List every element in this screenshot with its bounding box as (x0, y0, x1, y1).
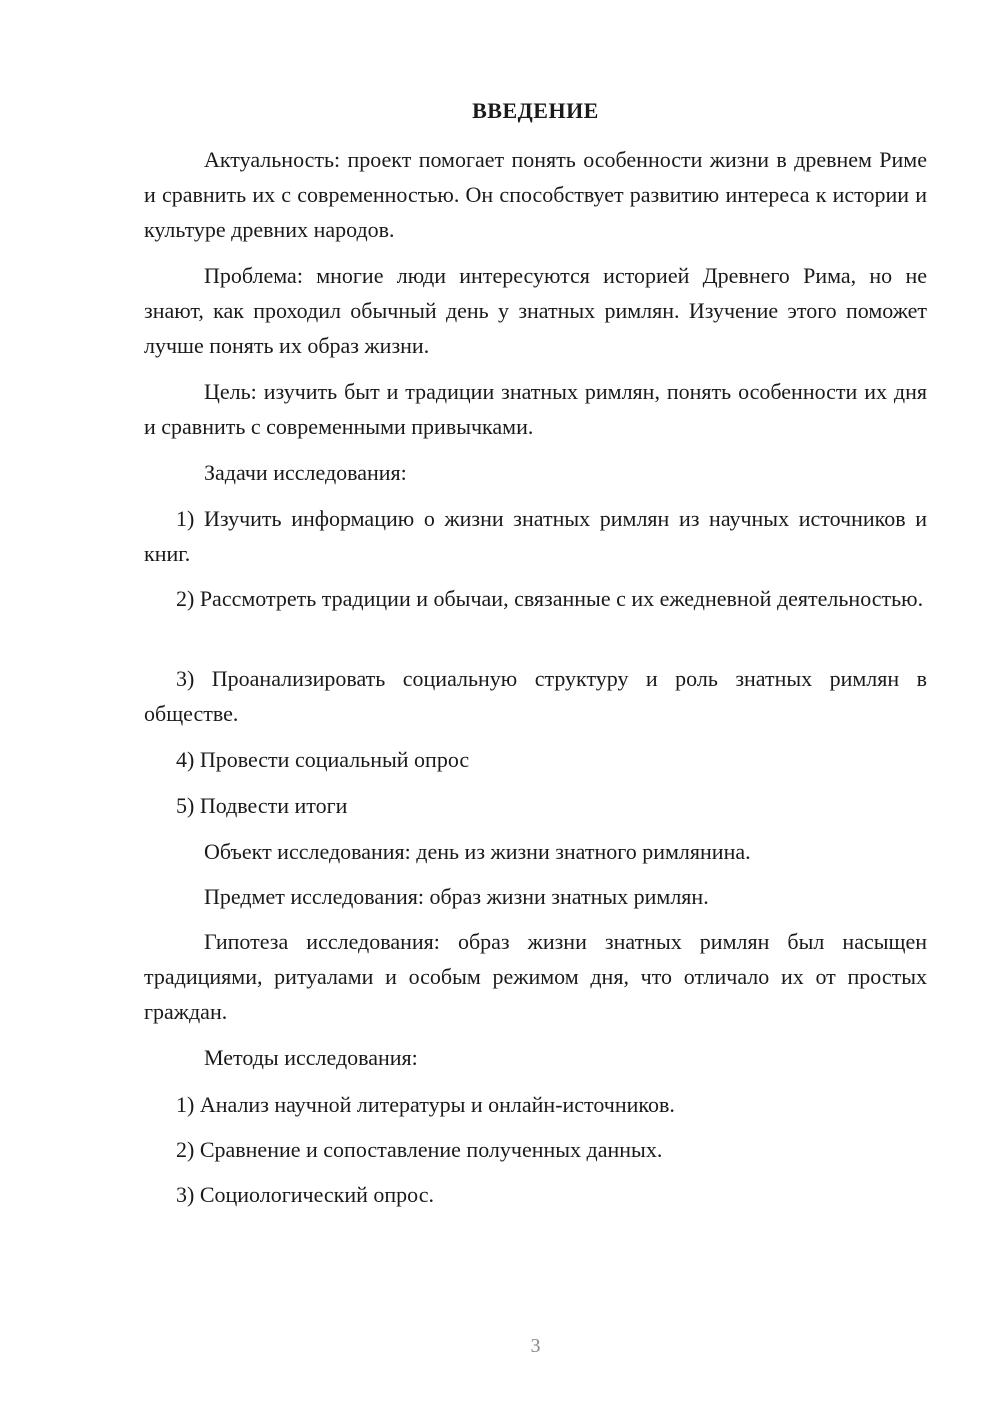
paragraph-subject: Предмет исследования: образ жизни знатных римлян. (204, 884, 709, 909)
paragraph-goal: Цель: изучить быт и традиции знатных римлян, понять особенности их дня и сравнить с современными привычками. (144, 379, 927, 439)
paragraph-relevance: Актуальность: проект помогает понять особенности жизни в древнем Риме и сравнить их с современностью. Он способствует развитию интереса к истории и культуре древних народов. (144, 147, 927, 242)
list-item-method-2: 2) Сравнение и сопоставление полученных данных. (176, 1137, 663, 1162)
document-page (144, 0, 927, 1414)
page-title: ВВЕДЕНИЕ (472, 98, 599, 123)
list-item-task-5: 5) Подвести итоги (176, 793, 348, 818)
paragraph-hypothesis: Гипотеза исследования: образ жизни знатных римлян был насыщен традициями, ритуалами и особым режимом дня, что отличало их от простых граждан. (144, 929, 927, 1024)
page-number: 3 (530, 1335, 541, 1357)
list-item-task-1: 1) Изучить информацию о жизни знатных римлян из научных источников и книг. (144, 506, 927, 566)
paragraph-object: Объект исследования: день из жизни знатного римлянина. (204, 839, 751, 864)
list-item-task-2: 2) Рассмотреть традиции и обычаи, связанные с их ежедневной деятельностью. (176, 586, 924, 611)
list-item-method-1: 1) Анализ научной литературы и онлайн-источников. (176, 1092, 675, 1117)
tasks-heading: Задачи исследования: (204, 460, 407, 485)
list-item-method-3: 3) Социологический опрос. (176, 1182, 434, 1207)
list-item-task-3: 3) Проанализировать социальную структуру и роль знатных римлян в обществе. (144, 666, 927, 726)
paragraph-problem: Проблема: многие люди интересуются историей Древнего Рима, но не знают, как проходил обычный день у знатных римлян. Изучение этого поможет лучше понять их образ жизни. (144, 263, 927, 358)
methods-heading: Методы исследования: (204, 1045, 418, 1070)
list-item-task-4: 4) Провести социальный опрос (176, 747, 470, 772)
